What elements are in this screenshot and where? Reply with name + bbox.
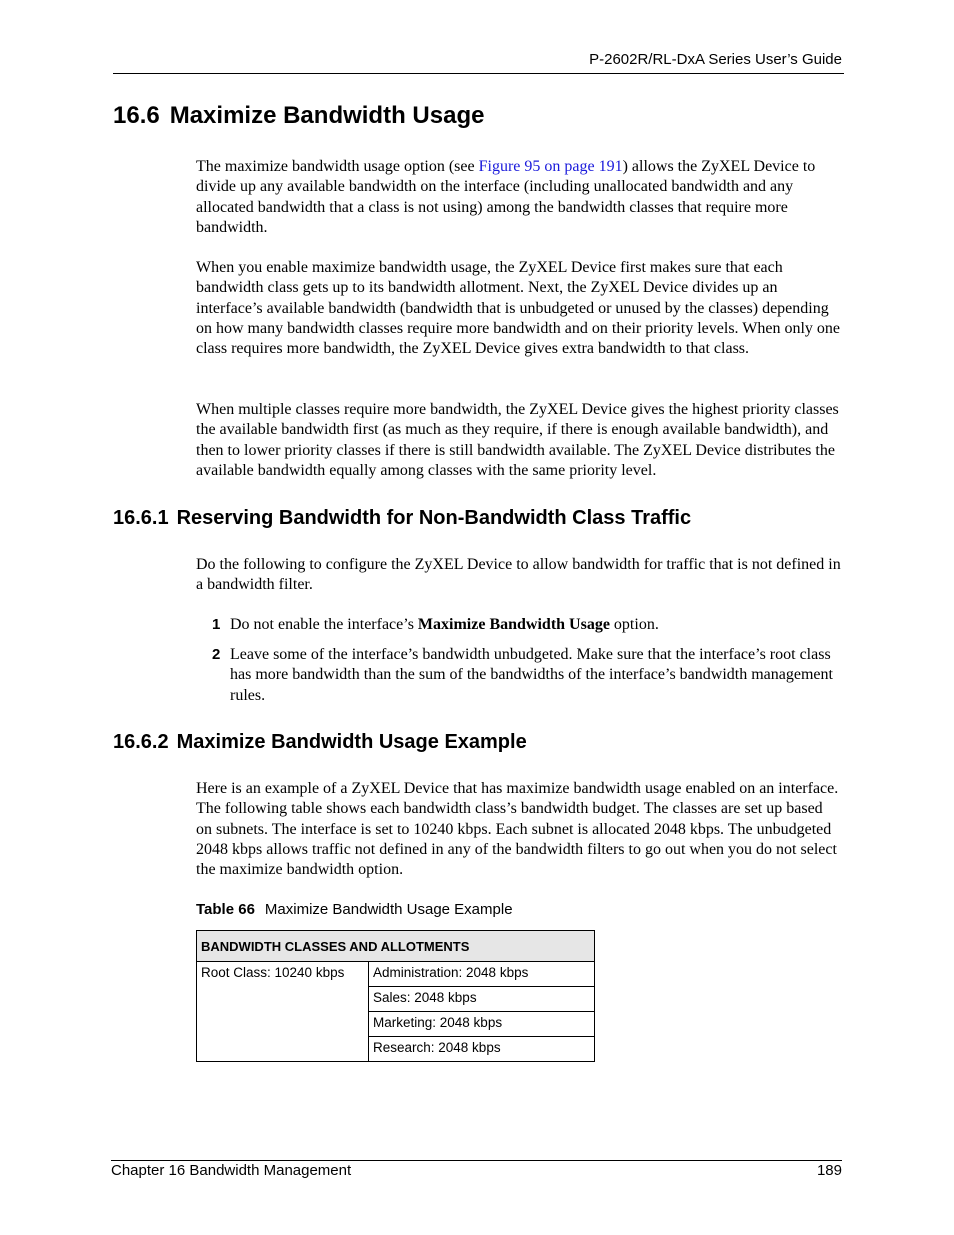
subsection-title: Reserving Bandwidth for Non-Bandwidth Class Traffic — [176, 507, 692, 529]
subsection-title: Maximize Bandwidth Usage Example — [176, 731, 527, 753]
table-cell: Administration: 2048 kbps — [369, 962, 595, 987]
step-bold-text: Maximize Bandwidth Usage — [417, 616, 610, 633]
paragraph-reserving: Do the following to configure the ZyXEL Device to allow bandwidth for traffic that is not defined in a bandwidth filter. — [196, 556, 841, 594]
root-class-cell: Root Class: 10240 kbps — [197, 962, 369, 1062]
subsection-number: 16.6.2 — [113, 731, 169, 753]
paragraph-intro — [196, 157, 842, 238]
table-cell: Marketing: 2048 kbps — [369, 1012, 595, 1037]
section-heading — [113, 102, 484, 130]
figure-link[interactable]: Figure 95 on page 191 — [478, 158, 623, 175]
paragraph-example: Here is an example of a ZyXEL Device that has maximize bandwidth usage enabled on an interface. The following table shows each bandwidth class’s bandwidth budget. The classes are set up based on subnets. The interface is set to 10240 kbps. Each subnet is allocated 2048 kbps. The unbudgeted 2048 kbps allows traffic not defined in any of the bandwidth filters to go out when you do not select the maximize bandwidth option. — [196, 780, 839, 879]
paragraph-multiple: When multiple classes require more bandwidth, the ZyXEL Device gives the highest priority classes the available bandwidth first (as much as they require, if there is enough available bandwidth), and then to lower priority classes if there is still bandwidth available. The ZyXEL Device distributes the available bandwidth equally among classes with the same priority level. — [196, 401, 839, 479]
paragraph-enable: When you enable maximize bandwidth usage, the ZyXEL Device first makes sure that each bandwidth class gets up to its bandwidth allotment. Next, the ZyXEL Device divides up an interface’s available bandwidth (bandwidth that is unbudgeted or unused by the classes) depending on how many bandwidth classes require more bandwidth and on their priority levels. When only one class requires more bandwidth, the ZyXEL Device gives extra bandwidth to that class. — [196, 259, 840, 358]
table-label: Table 66 — [196, 901, 255, 918]
table-header: BANDWIDTH CLASSES AND ALLOTMENTS — [197, 931, 595, 962]
footer-chapter: Chapter 16 Bandwidth Management — [111, 1162, 352, 1179]
table-caption-title: Maximize Bandwidth Usage Example — [264, 901, 513, 918]
subsection-number: 16.6.1 — [113, 507, 169, 529]
step-number: 2 — [212, 646, 221, 663]
subsection-heading-1 — [113, 507, 691, 530]
table-header-row — [197, 931, 595, 962]
step-1 — [212, 615, 842, 635]
step-text: Do not enable the interface’s — [230, 616, 418, 633]
step-2 — [212, 645, 842, 706]
page-number: 189 — [816, 1162, 842, 1179]
table-cell: Sales: 2048 kbps — [369, 987, 595, 1012]
table-caption — [196, 901, 513, 918]
table-row — [197, 962, 595, 987]
step-number: 1 — [212, 616, 221, 633]
header-rule — [113, 73, 844, 74]
section-number: 16.6 — [113, 102, 160, 129]
bandwidth-table — [196, 930, 595, 1062]
paragraph-text: The maximize bandwidth usage option (see — [196, 158, 479, 175]
section-title: Maximize Bandwidth Usage — [169, 102, 485, 129]
step-text: Leave some of the interface’s bandwidth unbudgeted. Make sure that the interface’s root class has more bandwidth than the sum of the bandwidths of the interface’s bandwidth management rules. — [230, 646, 833, 704]
table-cell: Research: 2048 kbps — [369, 1037, 595, 1062]
footer-rule — [111, 1160, 842, 1161]
paragraph-text: ) allows the ZyXEL Device to divide up any available bandwidth on the interface (including unallocated bandwidth and any allocated bandwidth that a class is not using) among the bandwidth classes that require more bandwidth. — [196, 158, 816, 236]
step-text: option. — [609, 616, 659, 633]
running-header: P-2602R/RL-DxA Series User’s Guide — [589, 51, 842, 68]
subsection-heading-2 — [113, 731, 527, 754]
